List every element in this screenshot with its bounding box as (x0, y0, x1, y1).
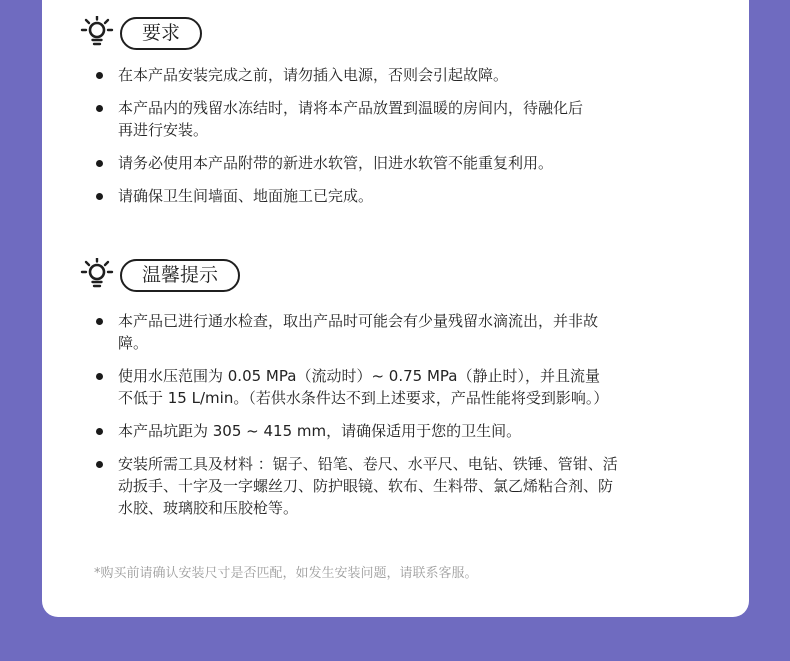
list-item-text: 请确保卫生间墙面、地面施工已完成。 (118, 187, 374, 205)
list-item-text: 请务必使用本产品附带的新进水软管，旧进水软管不能重复利用。 (118, 154, 554, 172)
list-item-text: 本产品内的残留水冻结时，请将本产品放置到温暖的房间内，待融化后 再进行安装。 (118, 99, 584, 139)
list-item (94, 152, 724, 174)
list-item-text: 在本产品安装完成之前，请勿插入电源，否则会引起故障。 (118, 66, 509, 84)
bullet-dot (96, 193, 103, 200)
purchase-footnote: *购买前请确认安装尺寸是否匹配，如发生安装问题，请联系客服。 (94, 566, 478, 581)
tips-header (80, 258, 240, 292)
bullet-dot (96, 105, 103, 112)
lightbulb-icon (80, 258, 114, 292)
bullet-dot (96, 461, 103, 468)
bullet-dot (96, 318, 103, 325)
lightbulb-icon (80, 16, 114, 50)
list-item (94, 64, 724, 86)
list-item (94, 365, 724, 409)
list-item-text: 安装所需工具及材料 ：锯子、铅笔、卷尺、水平尺、电钻、铁锤、管钳、活 动扳手、十字及一字螺丝刀、防护眼镜、软布、生料带、氯乙烯粘合剂、防 水胶、玻璃胶和压胶枪等。 (118, 455, 618, 517)
list-item (94, 453, 724, 519)
list-item-text: 本产品坑距为 305 ~ 415 mm，请确保适用于您的卫生间。 (118, 422, 522, 440)
bullet-dot (96, 373, 103, 380)
list-item (94, 420, 724, 442)
tips-title: 温馨提示 (120, 259, 240, 292)
requirements-header (80, 16, 202, 50)
bullet-dot (96, 72, 103, 79)
list-item-text: 使用水压范围为 0.05 MPa（流动时）~ 0.75 MPa（静止时），并且流量 不低于 15 L/min。（若供水条件达不到上述要求，产品性能将受到影响。） (118, 367, 609, 407)
list-item (94, 97, 724, 141)
requirements-title: 要求 (120, 17, 202, 50)
list-item-text: 本产品已进行通水检查，取出产品时可能会有少量残留水滴流出，并非故 障。 (118, 312, 599, 352)
list-item (94, 310, 724, 354)
bullet-dot (96, 428, 103, 435)
list-item (94, 185, 724, 207)
requirements-list (94, 64, 724, 207)
bullet-dot (96, 160, 103, 167)
tips-list (94, 310, 724, 519)
